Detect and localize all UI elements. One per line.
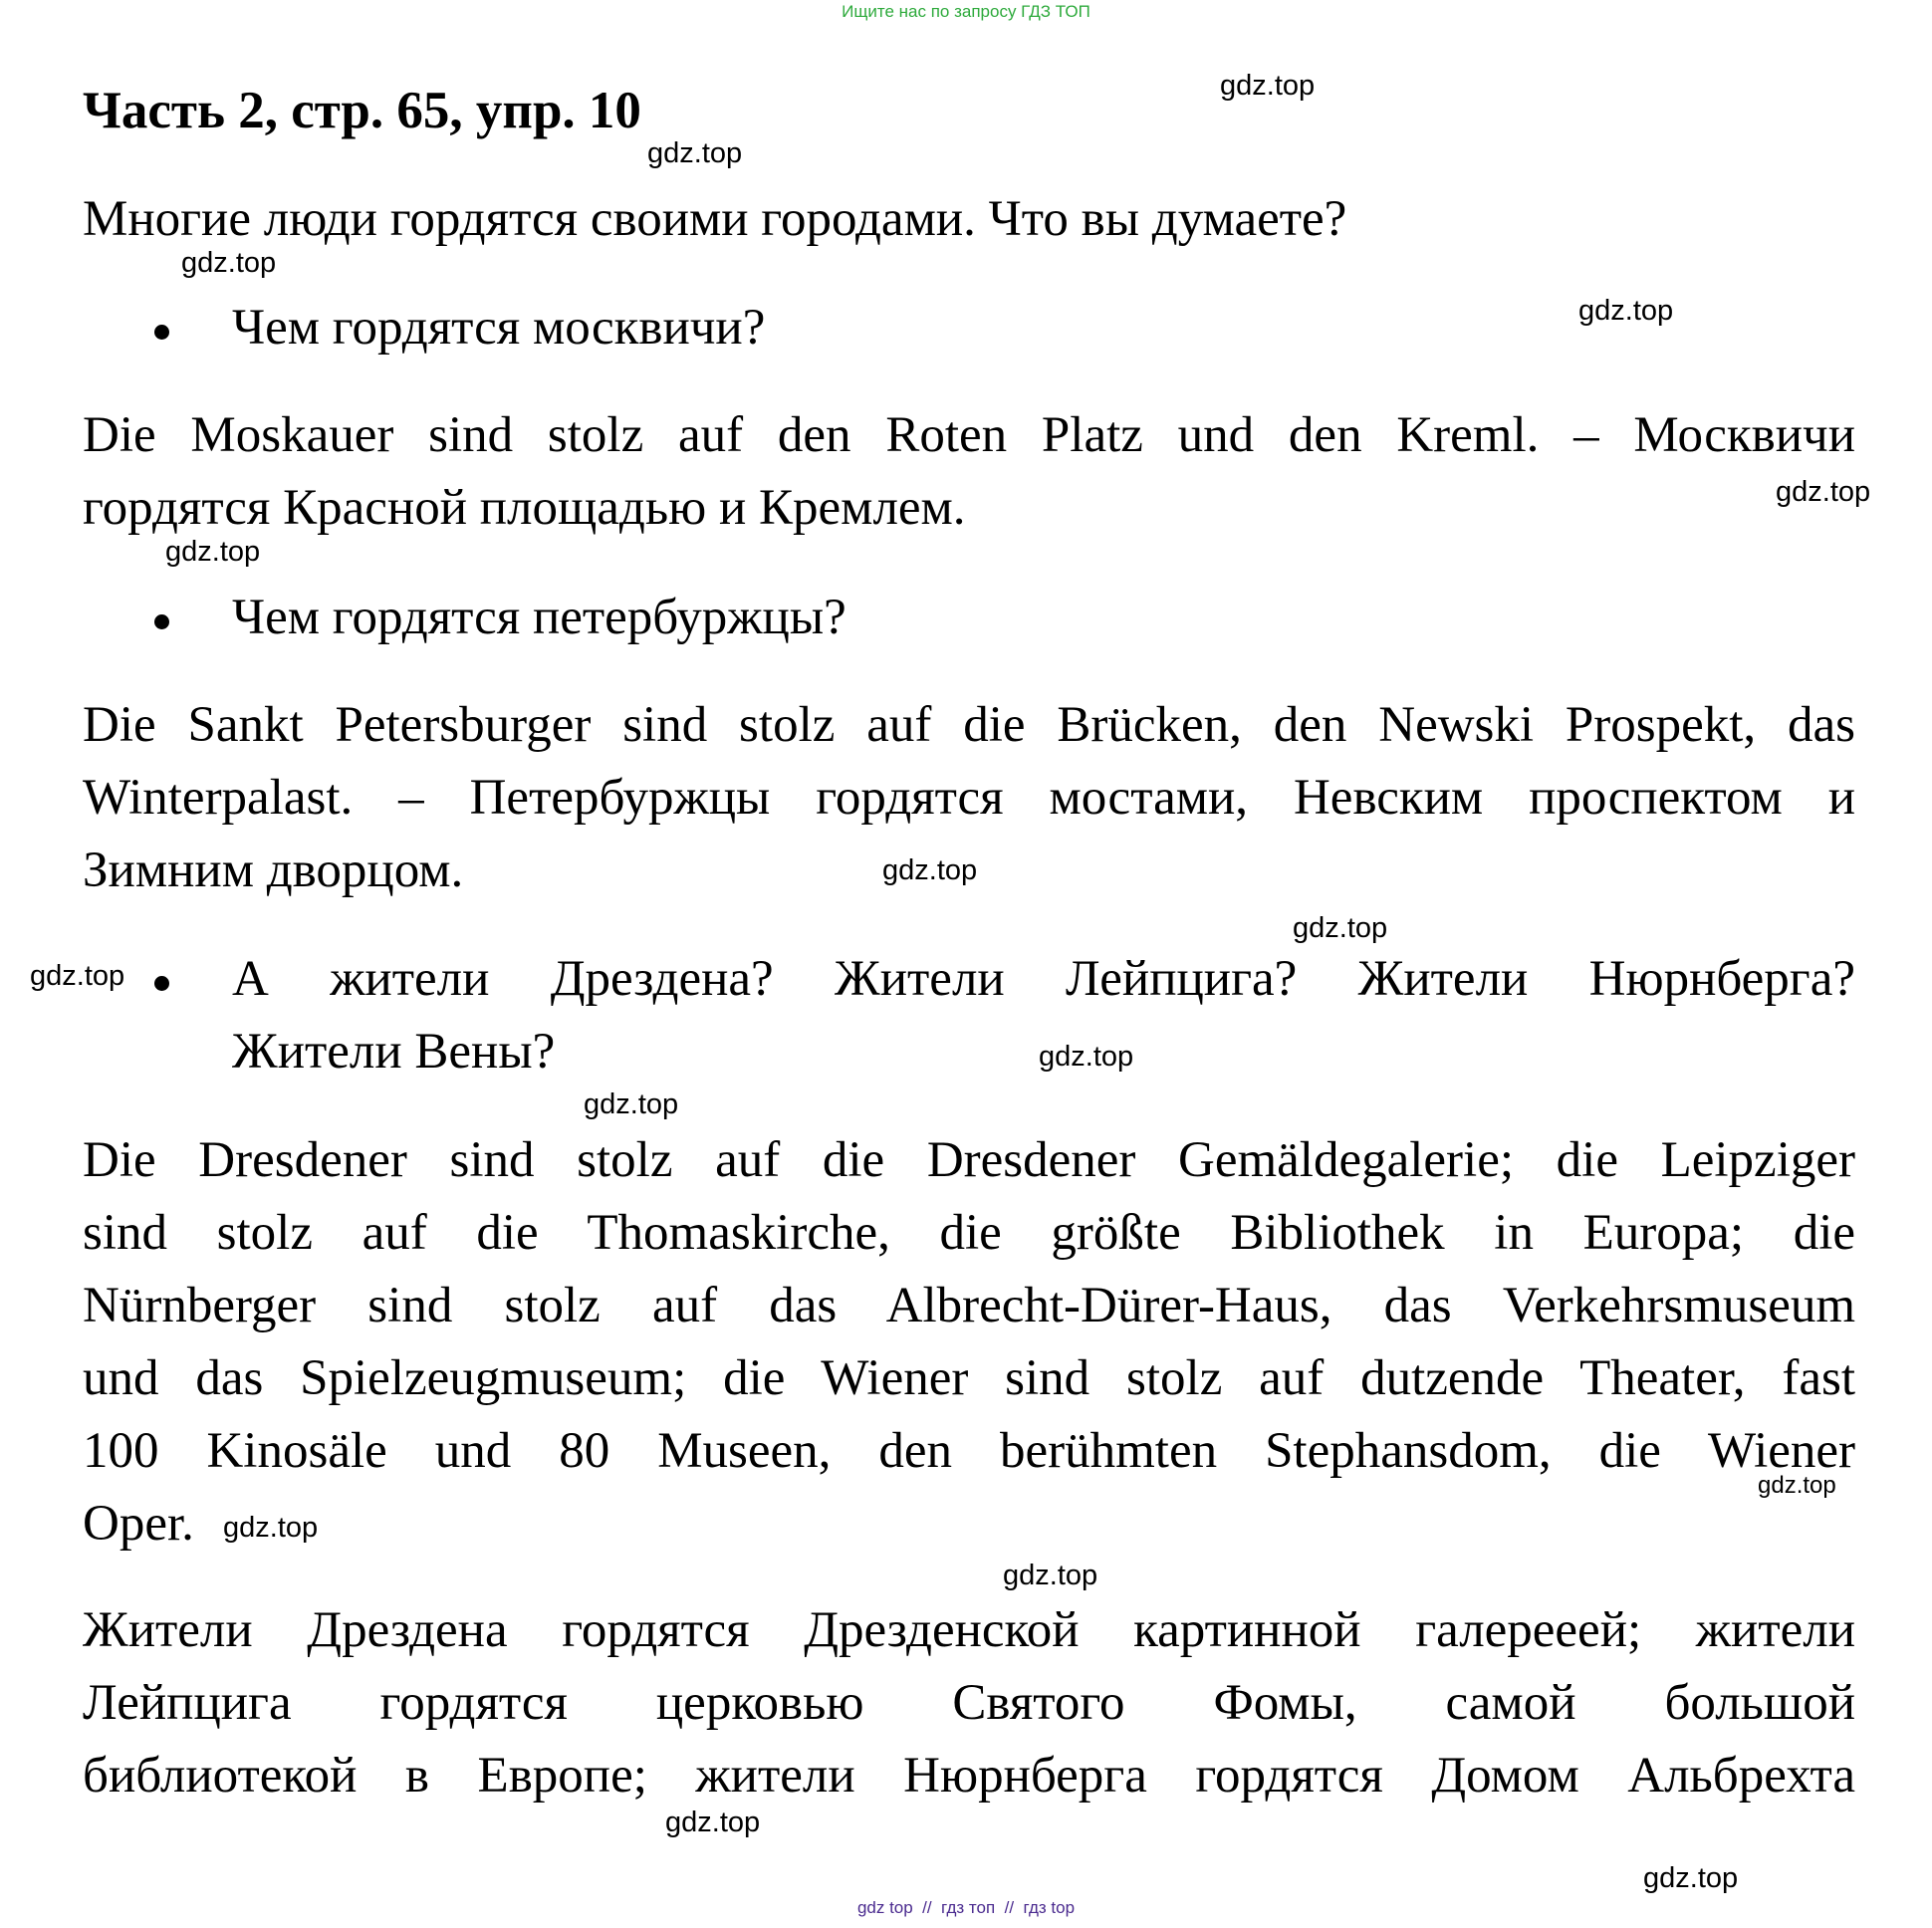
watermark: gdz.top bbox=[1220, 70, 1316, 102]
question-text: Чем гордятся петербуржцы? bbox=[232, 590, 846, 645]
bullet-icon bbox=[154, 325, 169, 340]
question-text: А жители Дрездена? Жители Лейпцига? Жители Нюрнберга? Жители Вены? bbox=[232, 951, 1855, 1080]
watermark: gdz.top bbox=[584, 1088, 679, 1120]
watermark: gdz.top bbox=[30, 960, 125, 992]
answer-line: гордятся Красной площадью и Кремлем. bbox=[83, 480, 966, 536]
bullet-icon bbox=[154, 614, 169, 629]
watermark: gdz.top bbox=[1643, 1862, 1739, 1894]
answer-cities-russian bbox=[83, 1594, 1855, 1812]
answer-line: und das Spielzeugmuseum; die Wiener sind stolz auf dutzende Theater, fast bbox=[83, 1350, 1855, 1406]
answer-line: библиотекой в Европе; жители Нюрнберга гордятся Домом Альбрехта bbox=[83, 1748, 1855, 1804]
watermark: gdz.top bbox=[1003, 1560, 1098, 1591]
watermark: gdz.top bbox=[665, 1807, 761, 1838]
question-cities bbox=[83, 943, 1855, 1088]
watermark: gdz.top bbox=[1578, 295, 1674, 327]
answer-line: Жители Дрездена гордятся Дрезденской картинной галерееей; жители bbox=[83, 1602, 1855, 1658]
answer-line: 100 Kinosäle und 80 Museen, den berühmten Stephansdom, die Wiener bbox=[83, 1423, 1855, 1479]
answer-line: Nürnberger sind stolz auf das Albrecht-Dürer-Haus, das Verkehrsmuseum bbox=[83, 1278, 1855, 1333]
answer-line: Oper. bbox=[83, 1496, 194, 1552]
page-title: Часть 2, стр. 65, упр. 10 bbox=[83, 82, 641, 139]
watermark: gdz.top bbox=[181, 247, 277, 279]
answer-cities-german bbox=[83, 1124, 1855, 1561]
question-petersburg bbox=[83, 582, 1855, 654]
top-banner: Ищите нас по запросу ГДЗ ТОП bbox=[842, 2, 1090, 21]
footer-text: gdz top // гдз топ // гдз top bbox=[856, 1898, 1076, 1917]
watermark: gdz.top bbox=[1293, 912, 1388, 944]
answer-line: Winterpalast. – Петербуржцы гордятся мостами, Невским проспектом и bbox=[83, 770, 1855, 826]
watermark: gdz.top bbox=[882, 854, 978, 886]
answer-line: Зимним дворцом. bbox=[83, 843, 464, 898]
answer-line: sind stolz auf die Thomaskirche, die größte Bibliothek in Europa; die bbox=[83, 1205, 1855, 1261]
question-text: Чем гордятся москвичи? bbox=[232, 300, 766, 356]
watermark: gdz.top bbox=[1776, 476, 1871, 508]
answer-line: Die Dresdener sind stolz auf die Dresdener Gemäldegalerie; die Leipziger bbox=[83, 1132, 1855, 1188]
intro-line: Многие люди гордятся своими городами. Что вы думаете? bbox=[83, 191, 1347, 247]
watermark: gdz.top bbox=[165, 536, 261, 568]
watermark: gdz.top bbox=[1039, 1041, 1134, 1073]
answer-line: Лейпцига гордятся церковью Святого Фомы, самой большой bbox=[83, 1675, 1855, 1731]
answer-line: Die Sankt Petersburger sind stolz auf die Brücken, den Newski Prospekt, das bbox=[83, 697, 1855, 753]
watermark: gdz.top bbox=[1758, 1472, 1836, 1499]
answer-moscow bbox=[83, 399, 1855, 545]
answer-line: Die Moskauer sind stolz auf den Roten Platz und den Kreml. – Москвичи bbox=[83, 407, 1855, 463]
watermark: gdz.top bbox=[647, 137, 743, 169]
intro-paragraph bbox=[83, 183, 1855, 256]
bullet-icon bbox=[154, 976, 169, 991]
watermark: gdz.top bbox=[223, 1512, 319, 1544]
